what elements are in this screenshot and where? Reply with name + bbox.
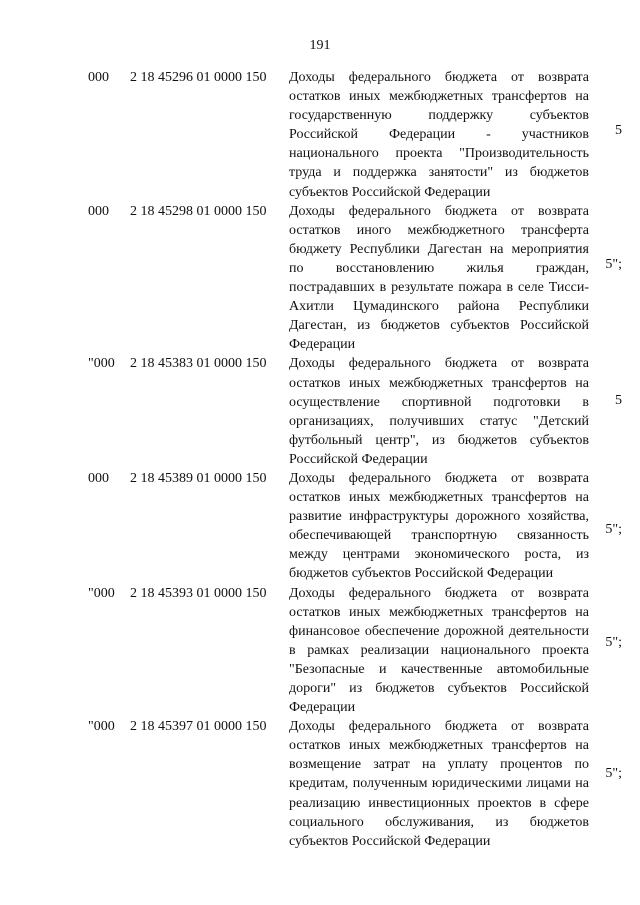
amount: 5"; — [605, 521, 622, 537]
admin-code: 000 — [88, 70, 109, 85]
income-description: Доходы федерального бюджета от возврата остатков иных межбюджетных трансфертов на развитие инфраструктуры дорожного хозяйства, обеспечивающей транспортную связанность между центрами экономического роста, из бюджетов субъектов Российской Федерации — [289, 470, 589, 582]
amount: 5 — [615, 123, 622, 138]
amount: 5 — [615, 393, 622, 409]
amount: 5"; — [605, 766, 622, 782]
table-row — [0, 717, 640, 851]
admin-code: 000 — [88, 203, 109, 219]
table-row — [0, 469, 640, 584]
table-row — [0, 354, 640, 469]
income-description: Доходы федерального бюджета от возврата остатков иных межбюджетных трансфертов на возмещение затрат на уплату процентов по кредитам, полученным юридическими лицами на реализацию инвестиционных проектов в сфере социального обслуживания, из бюджетов субъектов Российской Федерации — [289, 719, 589, 849]
income-description: Доходы федерального бюджета от возврата остатков иных межбюджетных трансфертов на государственную поддержку субъектов Российской Федерации - участников национального проекта "Производительность труда и поддержка занятости" из бюджетов субъектов Российской Федерации — [289, 70, 589, 200]
admin-code: "000 — [88, 356, 115, 372]
table-row — [0, 202, 640, 355]
table-row — [0, 68, 640, 202]
budget-classification-code: 2 18 45296 01 0000 150 — [130, 70, 267, 85]
amount: 5"; — [605, 634, 622, 650]
budget-classification-code: 2 18 45383 01 0000 150 — [130, 356, 267, 372]
budget-classification-code: 2 18 45298 01 0000 150 — [130, 203, 267, 219]
income-description: Доходы федерального бюджета от возврата остатков иных межбюджетных трансфертов на финансовое обеспечение дорожной деятельности в рамках реализации национального проекта "Безопасные и качественные автомобильные дороги" из бюджетов субъектов Российской Федерации — [289, 585, 589, 716]
admin-code: "000 — [88, 585, 115, 601]
amount: 5"; — [605, 256, 622, 272]
admin-code: "000 — [88, 719, 115, 735]
table-row — [0, 584, 640, 718]
budget-classification-code: 2 18 45397 01 0000 150 — [130, 719, 267, 735]
admin-code: 000 — [88, 470, 109, 486]
page-number: 191 — [309, 38, 331, 53]
income-description: Доходы федерального бюджета от возврата остатков иных межбюджетных трансфертов на осуществление спортивной подготовки в организациях, получивших статус "Детский футбольный центр", из бюджетов субъектов Российской Федерации — [289, 356, 589, 467]
budget-classification-code: 2 18 45393 01 0000 150 — [130, 585, 267, 601]
budget-classification-code: 2 18 45389 01 0000 150 — [130, 470, 267, 486]
income-description: Доходы федерального бюджета от возврата остатков иного межбюджетного трансферта бюджету Республики Дагестан на мероприятия по восстановлению жилья граждан, пострадавших в результате пожара в селе Тисси-Ахитли Цумадинского района Республики Дагестан, из бюджетов субъектов Российской Федерации — [289, 203, 589, 353]
budget-codes-table — [0, 68, 640, 851]
